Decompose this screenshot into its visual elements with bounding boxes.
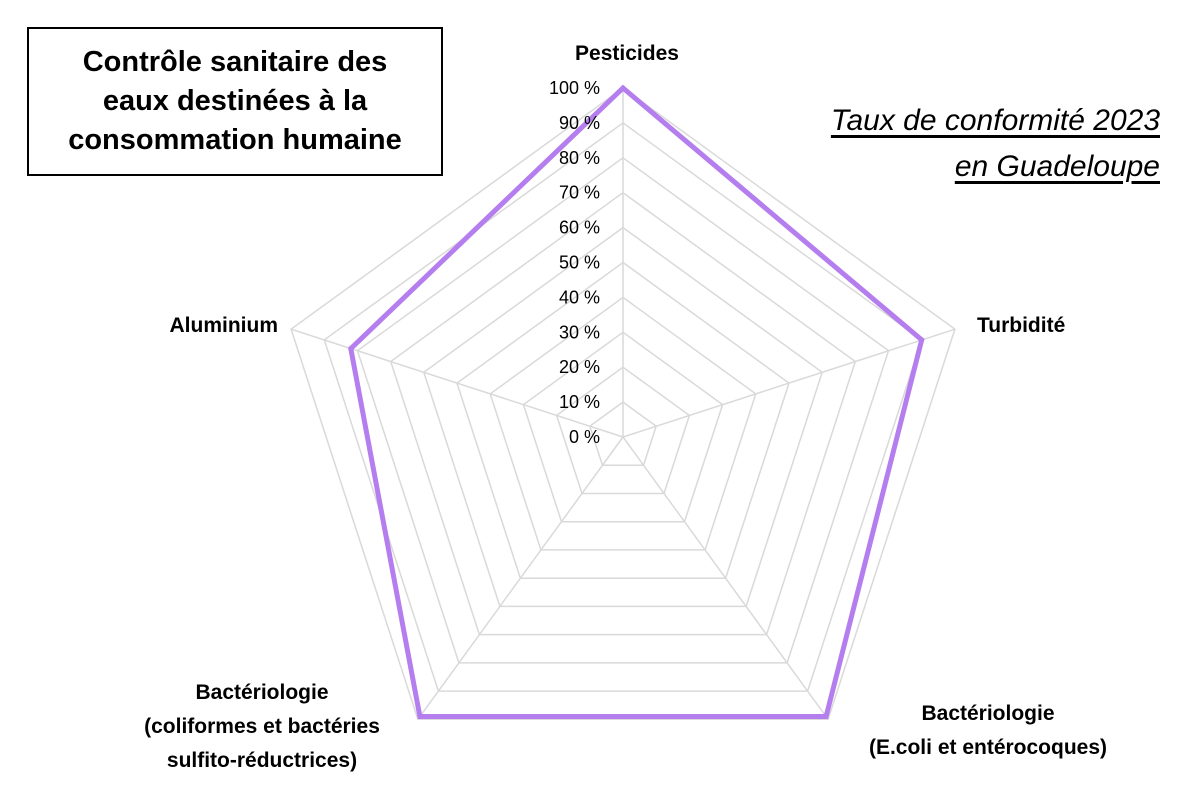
category-label-2-line-0: Bactériologie bbox=[921, 702, 1055, 725]
category-label-3-line-2: sulfito-réductrices) bbox=[166, 749, 358, 772]
category-label-2-line-1: (E.coli et entérocoques) bbox=[868, 736, 1108, 759]
tick-label-7: 70 % bbox=[558, 182, 600, 203]
tick-label-6: 60 % bbox=[558, 217, 600, 238]
series-line-0 bbox=[351, 88, 922, 717]
tick-label-9: 90 % bbox=[558, 112, 600, 133]
tick-label-10: 100 % bbox=[548, 78, 600, 98]
tick-label-8: 80 % bbox=[558, 147, 600, 168]
category-label-0: Pesticides bbox=[575, 42, 679, 65]
tick-label-2: 20 % bbox=[558, 357, 600, 378]
category-label-3-line-1: (coliformes et bactéries bbox=[144, 715, 380, 738]
data-point-2 bbox=[824, 714, 829, 719]
category-label-1: Turbidité bbox=[977, 314, 1066, 337]
data-point-0 bbox=[621, 86, 626, 91]
data-point-1 bbox=[919, 337, 924, 342]
tick-label-0: 0 % bbox=[568, 427, 600, 447]
data-point-3 bbox=[417, 714, 422, 719]
data-point-4 bbox=[348, 346, 353, 351]
subtitle-line-2: en Guadeloupe bbox=[954, 150, 1160, 183]
tick-label-1: 10 % bbox=[558, 392, 600, 413]
title-line-2: eaux destinées à la bbox=[102, 85, 368, 117]
tick-label-5: 50 % bbox=[558, 252, 600, 273]
category-label-3-line-0: Bactériologie bbox=[195, 681, 329, 704]
axis-spoke-1 bbox=[623, 329, 955, 437]
tick-label-3: 30 % bbox=[558, 322, 600, 343]
title-line-3: consommation humaine bbox=[68, 124, 402, 156]
tick-label-4: 40 % bbox=[558, 287, 600, 308]
title-line-1: Contrôle sanitaire des bbox=[82, 46, 388, 78]
axis-spoke-4 bbox=[291, 329, 623, 437]
category-label-4: Aluminium bbox=[169, 314, 278, 337]
subtitle-line-1: Taux de conformité 2023 bbox=[830, 104, 1160, 137]
